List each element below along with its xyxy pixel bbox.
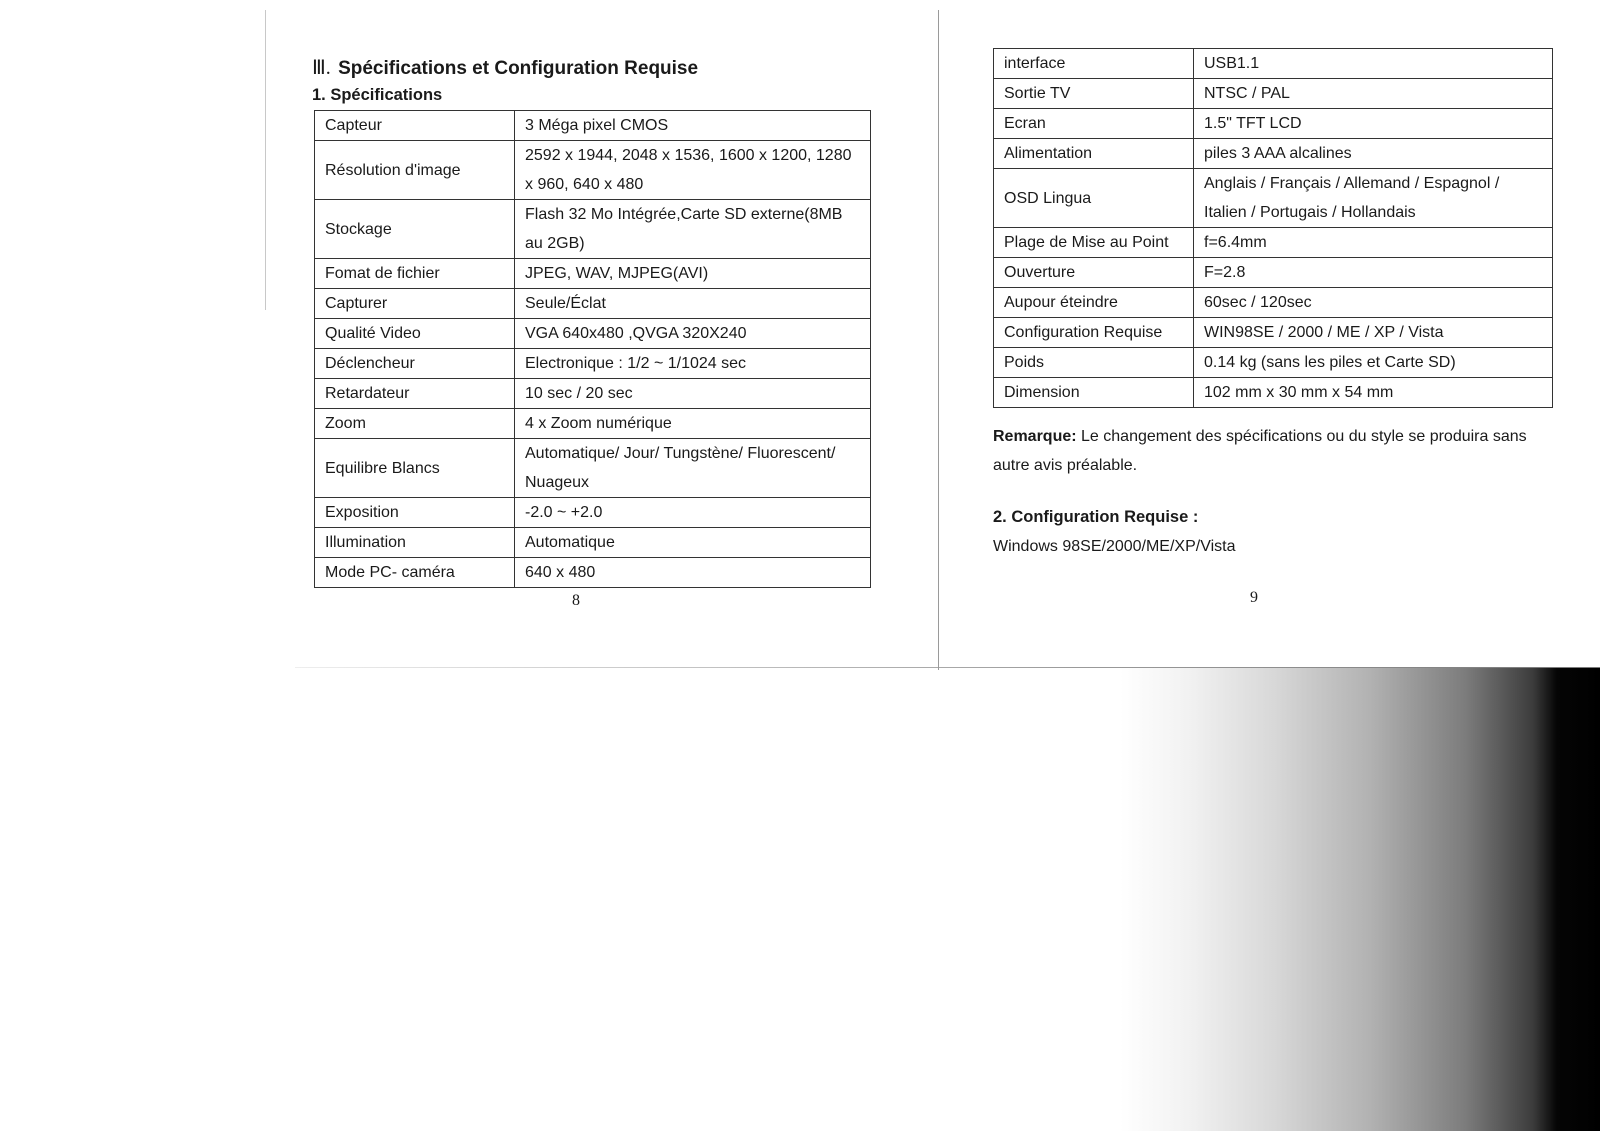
spec-label: Qualité Video (315, 319, 515, 349)
table-row (994, 288, 1553, 318)
config-text: Windows 98SE/2000/ME/XP/Vista (993, 538, 1236, 555)
spec-label: Retardateur (315, 379, 515, 409)
spec-label: Exposition (315, 498, 515, 528)
remark-note (993, 422, 1555, 480)
spec-label: Configuration Requise (994, 318, 1194, 348)
table-row (315, 409, 871, 439)
table-row (994, 79, 1553, 109)
table-row (994, 318, 1553, 348)
section-title-text: Spécifications et Configuration Requise (338, 58, 699, 79)
section-title (312, 55, 698, 80)
spec-value: 4 x Zoom numérique (515, 409, 871, 439)
remark-label: Remarque: (993, 428, 1077, 445)
table-row (315, 111, 871, 141)
spec-label: Ecran (994, 109, 1194, 139)
table-row (315, 558, 871, 588)
remark-text: Le changement des spécifications ou du style se produira sans autre avis préalable. (993, 428, 1527, 474)
table-row (994, 139, 1553, 169)
spec-value: 640 x 480 (515, 558, 871, 588)
spec-value: f=6.4mm (1194, 228, 1553, 258)
table-row (994, 228, 1553, 258)
table-row (994, 348, 1553, 378)
spec-value: 3 Méga pixel CMOS (515, 111, 871, 141)
table-row (994, 169, 1553, 228)
spec-value: Automatique (515, 528, 871, 558)
spec-value: Flash 32 Mo Intégrée,Carte SD externe(8MB au 2GB) (515, 200, 871, 259)
subsection-title: 1. Spécifications (312, 86, 443, 104)
spec-value: Automatique/ Jour/ Tungstène/ Fluorescent/ Nuageux (515, 439, 871, 498)
table-row (994, 49, 1553, 79)
page-number-right: 9 (1250, 589, 1258, 606)
config-title: 2. Configuration Requise : (993, 508, 1199, 526)
spec-label: Fomat de fichier (315, 259, 515, 289)
table-row (315, 259, 871, 289)
spec-value: 1.5" TFT LCD (1194, 109, 1553, 139)
spec-value: piles 3 AAA alcalines (1194, 139, 1553, 169)
table-row (315, 379, 871, 409)
table-row (315, 528, 871, 558)
spec-value: 10 sec / 20 sec (515, 379, 871, 409)
spec-value: NTSC / PAL (1194, 79, 1553, 109)
spec-label: Aupour éteindre (994, 288, 1194, 318)
spec-value: Seule/Éclat (515, 289, 871, 319)
spec-value: 0.14 kg (sans les piles et Carte SD) (1194, 348, 1553, 378)
specs-table-right (993, 48, 1553, 408)
spec-label: Capturer (315, 289, 515, 319)
scan-shadow (1120, 668, 1600, 1131)
spec-label: Alimentation (994, 139, 1194, 169)
spec-label: Plage de Mise au Point (994, 228, 1194, 258)
spec-label: Résolution d'image (315, 141, 515, 200)
page-fold-line (938, 10, 939, 670)
spec-value: 102 mm x 30 mm x 54 mm (1194, 378, 1553, 408)
spec-label: Mode PC- caméra (315, 558, 515, 588)
spec-label: Capteur (315, 111, 515, 141)
spec-label: Déclencheur (315, 349, 515, 379)
spec-label: Poids (994, 348, 1194, 378)
table-row (994, 258, 1553, 288)
table-row (315, 289, 871, 319)
scan-edge-mark (265, 10, 266, 310)
table-row (315, 439, 871, 498)
table-row (994, 109, 1553, 139)
spec-label: Sortie TV (994, 79, 1194, 109)
spec-value: Electronique : 1/2 ~ 1/1024 sec (515, 349, 871, 379)
spec-label: OSD Lingua (994, 169, 1194, 228)
spec-label: Equilibre Blancs (315, 439, 515, 498)
table-row (315, 349, 871, 379)
spec-label: Zoom (315, 409, 515, 439)
table-row (315, 200, 871, 259)
spec-value: F=2.8 (1194, 258, 1553, 288)
table-row (315, 319, 871, 349)
section-number: Ⅲ. (312, 57, 331, 79)
page-number-left: 8 (572, 592, 580, 609)
spec-label: Ouverture (994, 258, 1194, 288)
table-row (315, 498, 871, 528)
spec-value: 2592 x 1944, 2048 x 1536, 1600 x 1200, 1280 x 960, 640 x 480 (515, 141, 871, 200)
spec-value: WIN98SE / 2000 / ME / XP / Vista (1194, 318, 1553, 348)
table-row (315, 141, 871, 200)
spec-value: -2.0 ~ +2.0 (515, 498, 871, 528)
table-row (994, 378, 1553, 408)
spec-value: VGA 640x480 ,QVGA 320X240 (515, 319, 871, 349)
spec-label: Illumination (315, 528, 515, 558)
spec-value: 60sec / 120sec (1194, 288, 1553, 318)
specs-table-left (314, 110, 871, 588)
spec-label: Dimension (994, 378, 1194, 408)
spec-value: USB1.1 (1194, 49, 1553, 79)
spec-value: JPEG, WAV, MJPEG(AVI) (515, 259, 871, 289)
spec-label: Stockage (315, 200, 515, 259)
spec-label: interface (994, 49, 1194, 79)
spec-value: Anglais / Français / Allemand / Espagnol / Italien / Portugais / Hollandais (1194, 169, 1553, 228)
